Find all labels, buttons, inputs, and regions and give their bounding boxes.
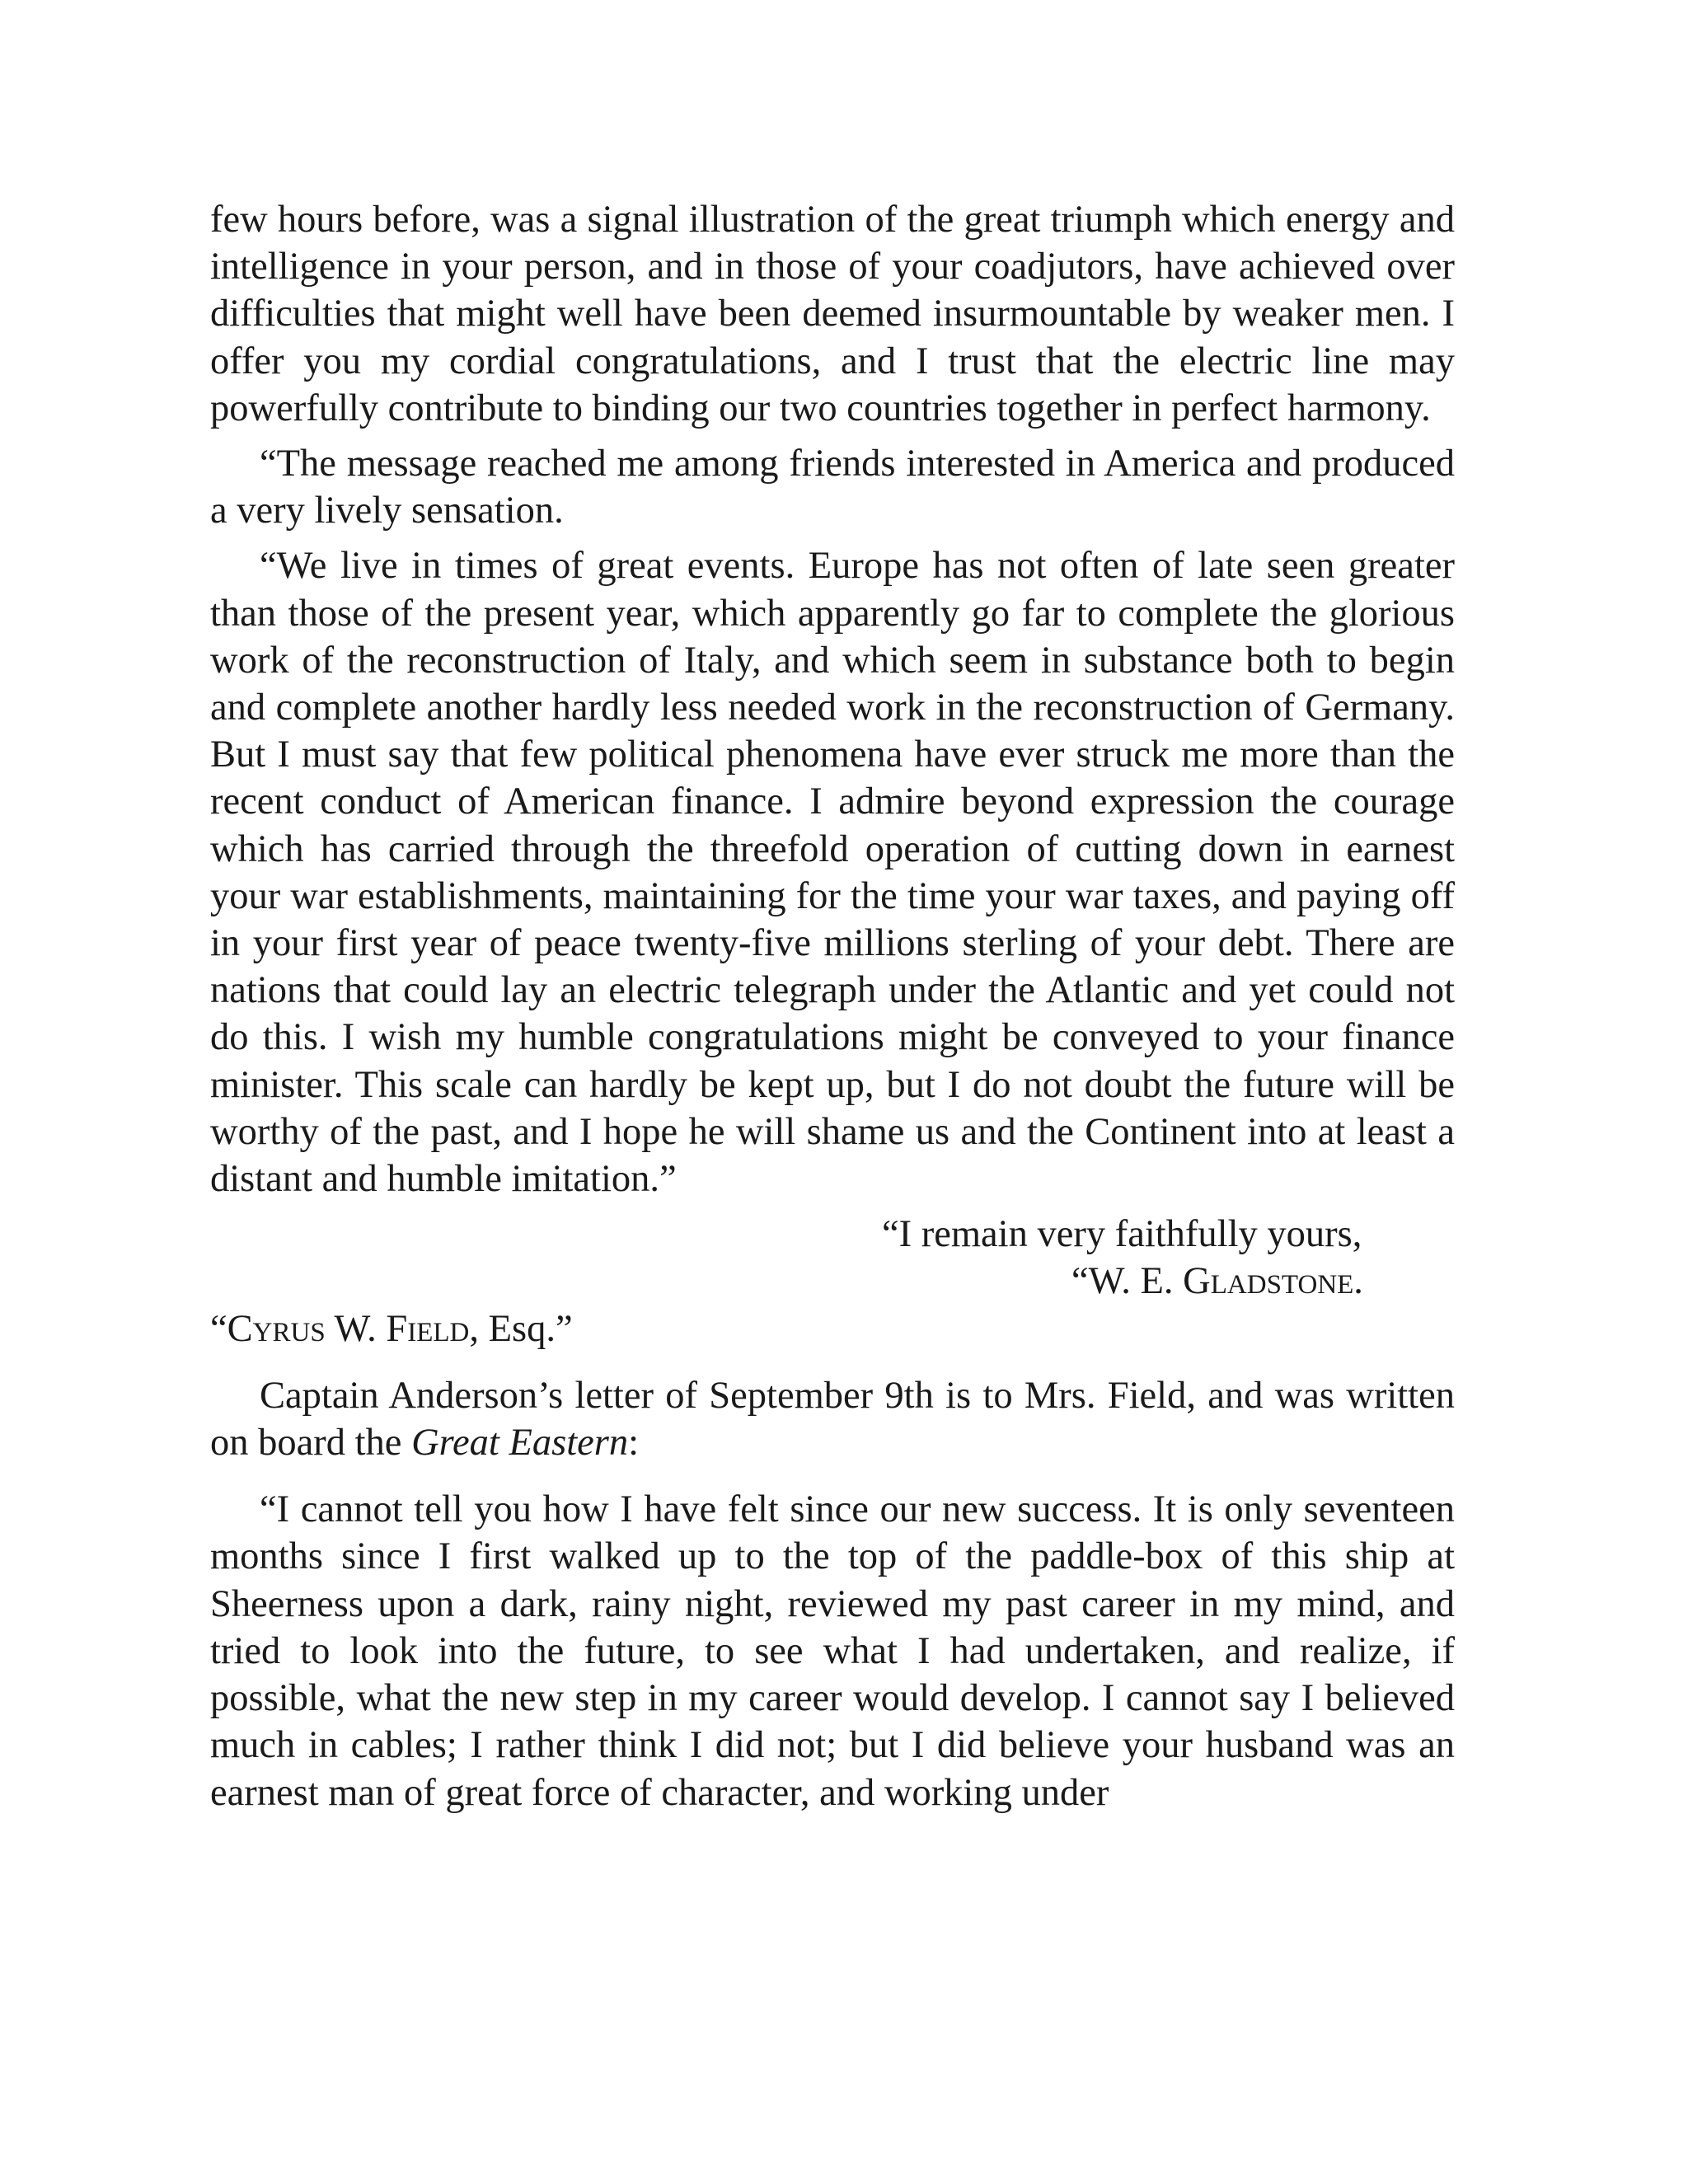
anderson-intro-text: Captain Anderson’s letter of September 9th is to Mrs. Field, and was written on board the [210,1374,1455,1465]
closing-salutation: “I remain very faithfully yours, [882,1213,1362,1256]
anderson-intro-colon: : [628,1422,640,1465]
addressee-name: Cyrus W. Field [227,1307,470,1350]
addressee-prefix: “ [210,1307,227,1350]
paragraph-continuation: few hours before, was a signal illustration of the great triumph which energy and intelligence in your person, and in those of your coadjutors, have achieved over difficulties that might well have been deemed insurmountable by weaker men. I offer you my cordial congratulations, and I trust that the electric line may powerfully contribute to binding our two countries together in perfect harmony. [210,199,1455,429]
paragraph-anderson-letter: “I cannot tell you how I have felt since our new success. It is only seventeen months since I first walked up to the top of the paddle-box of this ship at Sheerness upon a dark, rainy night, reviewed my past career in my mind, and tried to look into the future, to see what I had undertaken, and realize, if possible, what the new step in my career would develop. I cannot say I believed much in cables; I rather think I did not; but I did believe your husband was an earnest man of great force of character, and working under [210,1488,1455,1814]
closing-signature [210,1258,1455,1305]
addressee-suffix: , Esq.” [469,1307,573,1350]
signature-name: Gladstone. [1183,1260,1363,1303]
paragraph-great-events: “We live in times of great events. Europe has not often of late seen greater than those of the present year, which apparently go far to complete the glorious work of the reconstruction of Italy, and which seem in substance both to begin and complete another hardly less needed work in the reconstruction of Germany. But I must say that few political phenomena have ever struck me more than the recent conduct of American finance. I admire beyond expression the courage which has carried through the threefold operation of cutting down in earnest your war establishments, maintaining for the time your war taxes, and paying off in your first year of peace twenty-five millions sterling of your debt. There are nations that could lay an electric telegraph under the Atlantic and yet could not do this. I wish my humble congratulations might be conveyed to your finance minister. This scale can hardly be kept up, but I do not doubt the future will be worthy of the past, and I hope he will shame us and the Continent into at least a distant and humble imitation.” [210,545,1455,1201]
document-page [210,196,1455,1816]
paragraph-message-reached: “The message reached me among friends interested in America and produced a very lively sensation. [210,443,1455,532]
letter-addressee [210,1305,1455,1352]
letter-closing [210,1211,1455,1305]
signature-prefix: “W. E. [1071,1260,1184,1303]
paragraph-anderson-intro [210,1372,1455,1466]
ship-name: Great Eastern [411,1422,629,1465]
